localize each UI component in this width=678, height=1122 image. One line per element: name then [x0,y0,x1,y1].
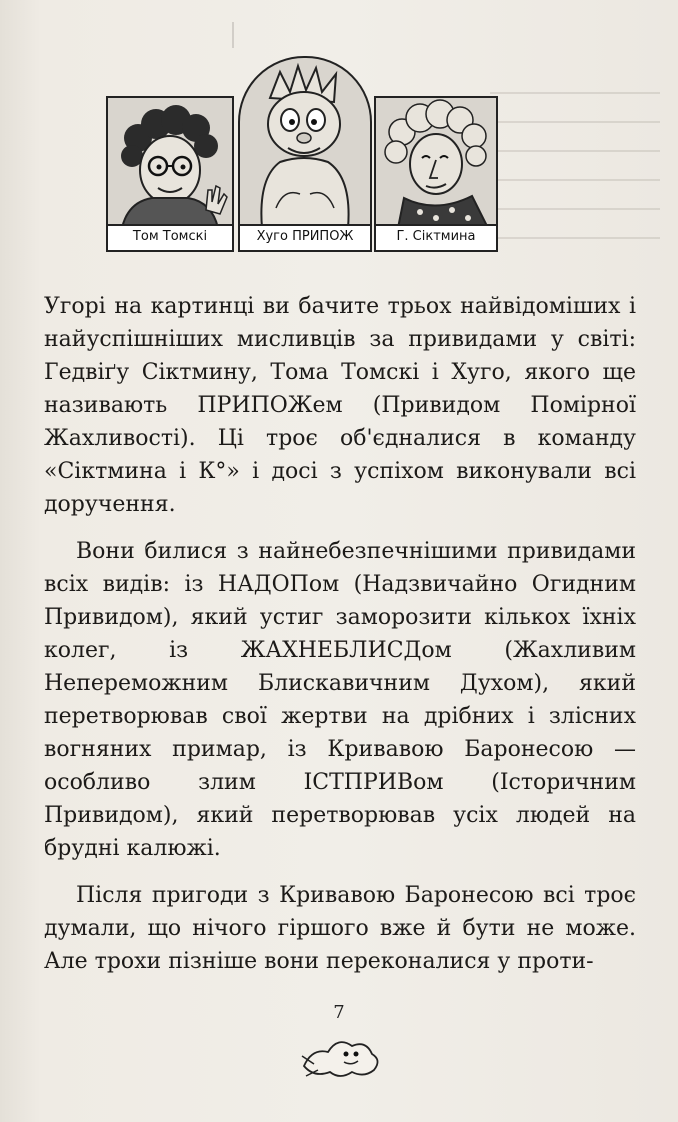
portrait-hugo [238,56,372,252]
page-number: 7 [333,1002,345,1023]
paragraph-2: Вони билися з найнебезпечнішими привидами всіх видів: із НАДОПом (Надзвичайно Огидним Привидом), який устиг заморозити кількох їхніх колег, із ЖАХНЕБЛИСДом (Жахливим Непереможним Блискавичним Духом), який перетворював свої жертви на дрібних і злісних вогняних примар, із Кривавою Баронесою — особливо злим ІСТПРИВом (Історичним Привидом), який перетворював усіх людей на брудні калюжі. [44,539,636,861]
tom-drawing [108,98,232,228]
caption-tom: Том Томскі [108,224,232,250]
caption-sichtmina: Г. Сіктмина [376,224,496,250]
caption-hugo: Хуго ПРИПОЖ [240,224,370,250]
ghost-hunters-illustration [104,52,534,274]
paragraph-1: Угорі на картинці ви бачите трьох найвідоміших і найуспішніших мисливців за привидами у світі: Гедвіґу Сіктмину, Тома Томскі і Хуго, якого ще називають ПРИПОЖем (Привидом Помірної Жахливості). Ці троє об'єдналися в команду «Сіктмина і К°» і досі з успіхом виконували всі доручення. [44,294,636,517]
portrait-sichtmina [374,96,498,252]
portrait-tom [106,96,234,252]
ghost-ornament-icon [294,1026,386,1084]
show-through-mark [232,22,234,48]
sichtmina-drawing [376,98,496,228]
hugo-drawing [240,58,370,228]
page-text [44,290,636,992]
paragraph-3: Після пригоди з Кривавою Баронесою всі троє думали, що нічого гіршого вже й бути не може. Але трохи пізніше вони переконалися у проти- [44,883,636,974]
